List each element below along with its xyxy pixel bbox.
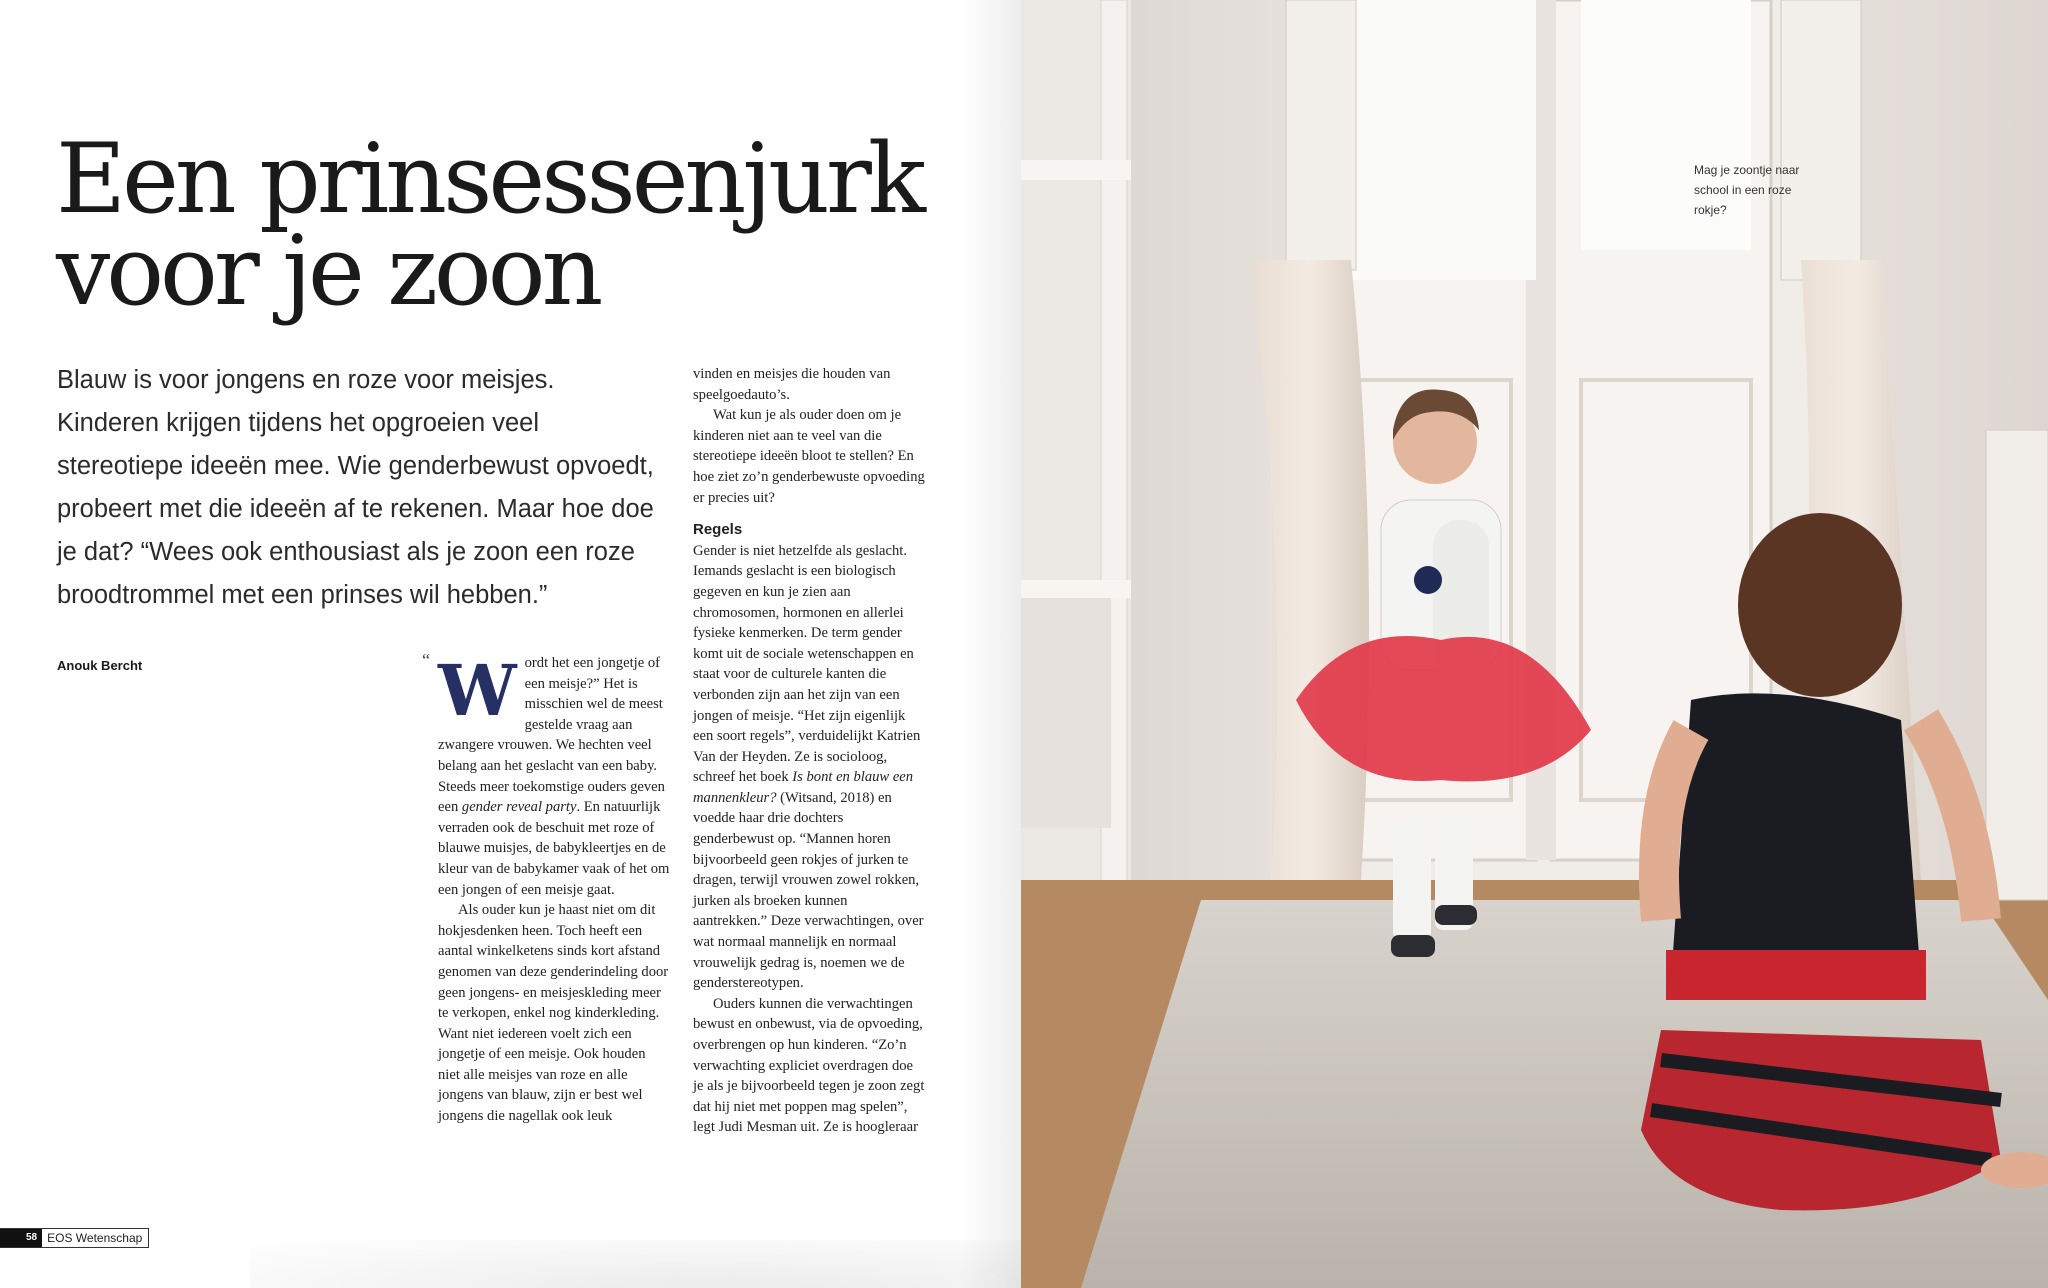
body-column-1 — [438, 649, 670, 1127]
body-paragraph: Als ouder kun je haast niet om dit hokjesdenken heen. Toch heeft een aantal winkelketens sinds kort afstand genomen van deze genderindeling door geen jongens- en meisjeskleding meer te verkopen, enkel nog kinderkleding. Want niet iedereen voelt zich een jongetje of een meisje. Ook houden niet alle meisjes van roze en alle jongens van blauw, zijn er best wel jongens die nagellak ook leuk — [438, 902, 669, 1125]
lede-intro: Blauw is voor jongens en roze voor meisjes. Kinderen krijgen tijdens het opgroeien veel stereotiepe ideeën mee. Wie genderbewust opvoedt, probeert met die ideeën af te rekenen. Maar hoe doe je dat? “Wees ook enthousiast als je zoon een roze broodtrommel met een prinses wil hebben.” — [57, 366, 654, 609]
body-paragraph: Ouders kunnen die verwachtingen bewust en onbewust, via de opvoeding, overbrengen op hun kinderen. “Zo’n verwachting expliciet overdragen doe je als je bijvoorbeeld tegen je zoon zegt dat hij niet met poppen mag spelen”, legt Judi Mesman uit. Ze is hoogleraar — [693, 995, 925, 1136]
magazine-name: EOS Wetenschap — [47, 1231, 143, 1245]
shutter-left — [1286, 0, 1356, 270]
headline — [56, 123, 923, 327]
body-text: (Witsand, 2018) en voedde haar drie dochters genderbewust op. “Mannen horen bijvoorbeeld geen rokjes of jurken te dragen, terwijl vrouwen zowel rokken, jurken als broeken kunnen aantrekken.” Deze verwachtingen, over wat normaal mannelijk en normaal vrouwelijk gedrag is, noemen we de genderstereotypen. — [693, 789, 924, 992]
left-page — [0, 0, 1021, 1288]
gutter-shadow — [960, 0, 1021, 1288]
page-curl-shadow — [250, 1240, 1021, 1288]
body-paragraph — [438, 649, 670, 900]
page-number: 58 — [0, 1229, 42, 1247]
headline-line-1: Een prinsessenjurk — [56, 123, 923, 235]
window-glass-left — [1326, 0, 1536, 280]
body-text: . En natuurlijk verraden ook de beschuit met roze of blauwe muisjes, de babykleertjes en de kleur van de babykamer vaak of het om een jongen of een meisje gaat. — [438, 799, 670, 898]
photo-illustration — [1021, 0, 2048, 1288]
body-column-2 — [693, 364, 925, 1138]
body-text: ordt het een jongetje of een meisje?” Het is misschien wel de meest gestelde vraag aan zwangere vrouwen. We hechten veel belang aan het geslacht van een baby. Steeds meer toekomstige ouders geven een — [438, 655, 665, 816]
section-subhead: Regels — [693, 521, 743, 539]
drop-cap: W — [438, 649, 517, 732]
shutter-right — [1781, 0, 1861, 280]
book-title: Is bont en blauw een mannenkleur? — [693, 769, 914, 806]
body-text: Gender is niet hetzelfde als geslacht. Iemands geslacht is een biologisch gegeven en kun je zien aan chromosomen, hormonen en allerlei fysieke kenmerken. De term gender komt uit de sociale wetenschappen en staat voor de culturele kanten die verbonden zijn aan het zijn van een jongen of meisje. “Het zijn eigenlijk een soort regels”, verduidelijkt Katrien Van der Heyden. Ze is socioloog, schreef het boek — [693, 542, 921, 786]
dresser — [1986, 430, 2048, 900]
photo-caption: Mag je zoontje naar school in een roze rokje? — [1694, 163, 1800, 217]
open-quote-mark: “ — [422, 650, 430, 670]
author-byline: Anouk Bercht — [57, 658, 143, 673]
body-paragraph: Wat kun je als ouder doen om je kinderen niet aan te veel van die stereotiepe ideeën bloot te stellen? En hoe ziet zo’n genderbewuste opvoeding er precies uit? — [693, 407, 925, 506]
photo-children-playing — [1021, 0, 2048, 1288]
emphasis-text: gender reveal party — [461, 799, 577, 816]
headline-line-2: voor je zoon — [56, 215, 600, 327]
body-paragraph: vinden en meisjes die houden van speelgoedauto’s. — [693, 366, 891, 403]
child-hair — [1738, 513, 1902, 697]
body-paragraph — [693, 541, 925, 994]
page-footer — [0, 1228, 149, 1248]
